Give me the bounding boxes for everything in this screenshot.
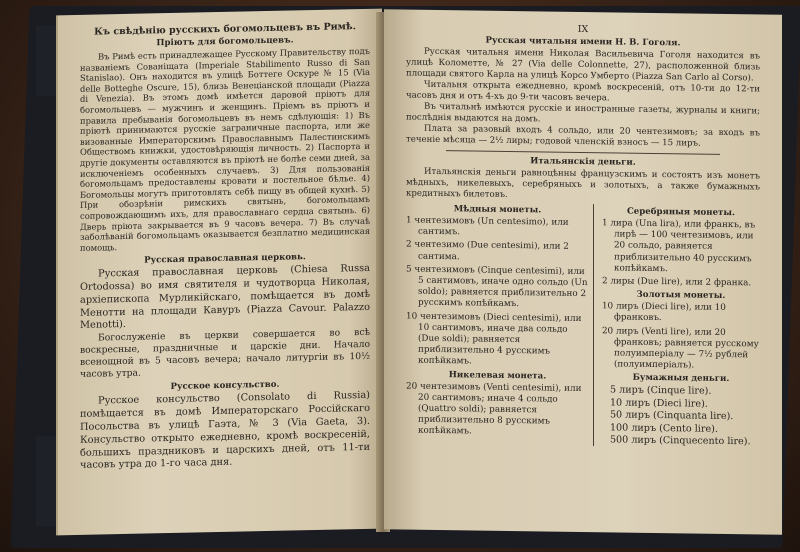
consulate-paragraph: Русское консульство (Consolato di Russia) помѣщается въ домѣ Императорскаго Россійскаго Посольства въ улицѣ Гаэта, № 3 (Via Gaeta, 3). Консульство открыто ежедневно, кромѣ воскресеній, большихъ праздниковъ и царскихъ дней, отъ 11-ти часовъ утра до 1-го часа дня. — [80, 390, 370, 472]
page-number: IX — [577, 23, 589, 36]
list-item: 2 чентезимо (Due centesimi), или 2 сантима. — [406, 239, 569, 262]
list-item: 2 лиры (Due lire), или 2 франка. — [601, 276, 752, 289]
left-page — [56, 9, 382, 536]
money-columns — [406, 202, 760, 449]
money-paragraph: Итальянскія деньги равноцѣнны французскимъ и состоятъ изъ монетъ мѣдныхъ, никелевыхъ, серебряныхъ и золотыхъ, а также бумажныхъ кредитныхъ билетовъ. — [406, 166, 760, 200]
gold-heading: Золотыя монеты. — [636, 289, 726, 302]
shelter-heading: Пріютъ для богомольцевъ. — [156, 35, 294, 49]
cover-corner-bottom — [36, 436, 58, 526]
right-page — [384, 9, 782, 535]
list-item: 10 лиръ (Dieci lire). — [609, 397, 708, 410]
silver-heading: Серебряныя монеты. — [626, 206, 735, 219]
church-heading: Русская православная церковь. — [144, 252, 306, 266]
consulate-heading: Русское консульство. — [170, 380, 280, 393]
left-page-title: Къ свѣдѣнію русскихъ богомольцевъ въ Римѣ. — [94, 21, 356, 38]
reading-room-heading: Русская читальня имени Н. В. Гоголя. — [485, 35, 681, 49]
paper-money-heading: Бумажныя деньги. — [632, 373, 730, 385]
copper-heading: Мѣдныя монеты. — [453, 204, 542, 216]
list-item: 100 лиръ (Cento lire). — [609, 422, 718, 435]
list-item: 500 лиръ (Cinquecento lire). — [609, 434, 751, 448]
open-book — [20, 6, 790, 546]
list-item: 20 чентезимовъ (Venti centesimi), или 20 сантимовъ; иначе 4 сольдо (Quattro soldi); равняется приблизительно 8 русскимъ копѣйкамъ. — [406, 381, 582, 437]
nickel-heading: Никелевая монета. — [448, 369, 547, 382]
list-item: 50 лиръ (Cinquanta lire). — [609, 409, 734, 423]
list-item: 20 лиръ (Venti lire), или 20 франковъ; равняется русскому полуимперіалу — 7½ рублей (полуимперіалъ). — [601, 325, 759, 371]
list-item: 10 чентезимовъ (Dieci centesimi), или 10 сантимовъ, иначе два сольдо (Due soldi); равняется приблизительно 4 русскимъ копѣйкамъ. — [406, 311, 582, 367]
reading-room-paragraph: Русская читальня имени Николая Васильевича Гоголя находится въ улицѣ Колометте, № 27 (Via delle Colonnette, 27), расположенной близь площади святого Карла на улицѣ Корсо Умберто (Piazza San Carlo al Corso). — [406, 46, 760, 84]
fees-paragraph: Плата за разовый входъ 4 сольдо, или 20 чентезимовъ; за входъ въ теченіе мѣсяца — 2½ лиры; годовой членскій взносъ — 15 лиръ. — [406, 123, 760, 149]
list-item: 5 чентезимовъ (Cinque centesimi), или 5 сантимовъ, иначе одно сольдо (Un soldo); равняется приблизительно 2 русскимъ копѣйкамъ. — [406, 264, 588, 310]
list-item: 10 лиръ (Dieci lire), или 10 франковъ. — [601, 301, 726, 324]
church-paragraph: Русская православная церковь (Chiesa Russa Ortodossa) во имя святителя и чудотворца Николая, архіепископа Мурликійскаго, помѣщается въ домѣ Менотти на площади Кавуръ (Piazza Cavour. Palazzo Menotti). — [80, 263, 370, 332]
hours-paragraph: Читальня открыта ежедневно, кромѣ воскресеній, отъ 10-ти до 12-ти часовъ дня и отъ 4-хъ до 9-ти часовъ вечера. — [406, 79, 760, 104]
list-item: 1 чентезимовъ (Un centesimo), или сантимъ. — [406, 215, 569, 238]
shelter-paragraph: Въ Римѣ есть принадлежащее Русскому Правительству подъ названіемъ Сованіщата (Imperiale Stabilimento Russo di San Stanislao). Онъ находится въ улицѣ Боттеге Оскуре № 15 (Via delle Botteghe Oscure, 15), близь Венеціанской площади (Piazza di Venezia). Въ этомъ домѣ имѣется даровой пріютъ для богомольцевъ — мужчинъ и женщинъ. Пріемъ въ пріютъ и правила пребыванія богомольцевъ въ немъ сдѣлующія: 1) Въ пріютѣ принимаются русскіе заграничные паспорта, или же визованные Императорскимъ Православнымъ Палестинскимъ Обществомъ книжки, удостовѣряющія личность. 2) Паспорта и другіе документы оставляются въ пріютѣ не болѣе семи дней, за исключеніемъ особенныхъ случаевъ. 3) Для пользованія богомольцамъ предоставлены кровати и постельное бѣлье. 4) Богомольцы могутъ приготовлять себѣ пищу въ общей кухнѣ. 5) При обозрѣніи римскихъ святынь, богомольцамъ сопровождающимъ ихъ, для православнаго сердца святынь. 6) Дверь пріюта закрывается въ 9 часовъ вечера. 7) Въ случаѣ заболѣваній богомольцамъ оказывается безплатно медицинская помощь. — [80, 45, 370, 253]
section-divider — [446, 150, 720, 155]
services-paragraph: Богослуженіе въ церкви совершается во всѣ воскресные, праздничные и царскіе дни. Начало всенощной въ 5 часовъ вечера; начало литургіи въ 10½ часовъ утра. — [80, 327, 370, 380]
list-item: 1 лира (Una lira), или франкъ, въ лирѣ — 100 чентезимовъ, или 20 сольдо, равняется приблизительно 40 русскимъ копѣйкамъ. — [601, 218, 756, 274]
periodicals-paragraph: Въ читальнѣ имѣются русскіе и иностранные газеты, журналы и книги; послѣднія выдаются на домъ. — [406, 101, 760, 125]
money-column-right — [600, 204, 760, 449]
money-column-left — [406, 202, 594, 447]
cover-corner-top — [36, 26, 58, 96]
money-heading: Итальянскія деньги. — [530, 156, 636, 168]
list-item: 5 лиръ (Cinque lire). — [609, 384, 712, 398]
